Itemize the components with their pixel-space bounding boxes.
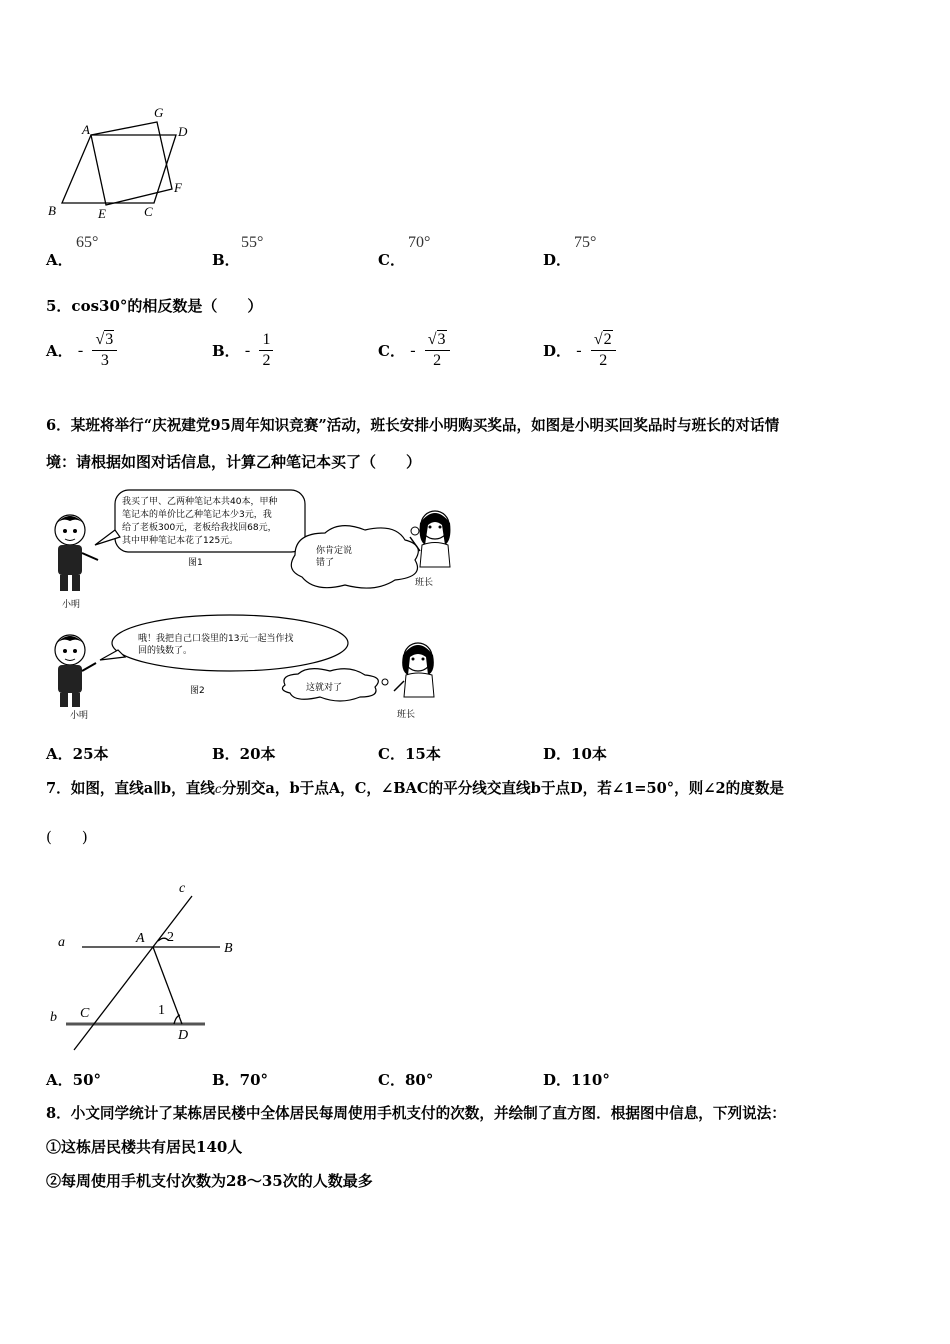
q7-stem: 7．如图，直线a∥b，直线c分别交a，b于点A，C，∠BAC的平分线交直线b于点D，若∠1=50°，则∠2的度数是 xyxy=(46,780,785,797)
parallel-lines-figure xyxy=(40,878,250,1058)
q6-option-d[interactable]: D．10本 xyxy=(543,745,607,763)
q7-answer-paren: ( ) xyxy=(46,828,88,846)
fig2-bubble-line1: 哦！我把自己口袋里的13元一起当作找 xyxy=(138,634,294,644)
fig1-caption: 图1 xyxy=(188,558,203,568)
label-b-line: b xyxy=(50,1010,57,1025)
q5-option-a[interactable]: A． - $\frac{√3}{3}$ xyxy=(46,330,117,371)
q7-option-c[interactable]: C．80° xyxy=(378,1071,434,1089)
q6-stem-line2: 境：请根据如图对话信息，计算乙种笔记本买了（ ） xyxy=(46,453,422,471)
label-c: C xyxy=(144,204,153,219)
label-d-point: D xyxy=(178,1028,189,1043)
label-g: G xyxy=(154,105,164,120)
q6-option-a[interactable]: A．25本 xyxy=(46,745,109,763)
label-d: D xyxy=(178,124,188,139)
q5-b-fraction: $\frac{1}{2}$ xyxy=(259,330,273,371)
label-b: B xyxy=(48,203,56,218)
q5-stem: 5．cos30°的相反数是（ ） xyxy=(46,297,263,315)
label-a: A xyxy=(82,122,90,137)
fig2-bubble-line2: 回的钱数了。 xyxy=(138,646,193,656)
fig1-bubble-line4: 其中甲种笔记本花了125元。 xyxy=(122,536,239,546)
q8-stem: 8．小文同学统计了某栋居民楼中全体居民每周使用手机支付的次数，并绘制了直方图．根据图中信息，下列说法： xyxy=(46,1105,786,1122)
q6-option-c[interactable]: C．15本 xyxy=(378,745,441,763)
fig1-bubble-line3: 给了老板300元，老板给我找回68元， xyxy=(122,523,277,533)
q5-option-c[interactable]: C． - $\frac{√3}{2}$ xyxy=(378,330,450,371)
q4-option-d[interactable]: D． xyxy=(543,251,572,269)
label-e: E xyxy=(98,206,106,221)
fig1-boy xyxy=(55,515,98,591)
q4-option-a[interactable]: A． xyxy=(46,251,73,269)
q7-option-b[interactable]: B．70° xyxy=(212,1071,269,1089)
q5-option-b[interactable]: B． - $\frac{1}{2}$ xyxy=(212,330,273,371)
label-c-line: c xyxy=(179,881,186,896)
q8-statement-1: ①这栋居民楼共有居民140人 xyxy=(46,1138,243,1156)
line-c xyxy=(74,896,192,1050)
q8-statement-2: ②每周使用手机支付次数为28～35次的人数最多 xyxy=(46,1172,373,1190)
fig2-boy-name: 小明 xyxy=(70,711,89,721)
fig1-bubble-line2: 笔记本的单价比乙种笔记本少3元，我 xyxy=(122,510,272,520)
fig1-reply-line1: 你肯定说 xyxy=(316,546,353,556)
fig1-girl-name: 班长 xyxy=(415,578,434,588)
q4-option-c-value: 70° xyxy=(408,234,431,251)
q7-option-d[interactable]: D．110° xyxy=(543,1071,610,1089)
fig1-thought-cloud xyxy=(291,526,418,588)
q5-a-fraction: $\frac{√3}{3}$ xyxy=(92,330,117,371)
q5-d-fraction: $\frac{√2}{2}$ xyxy=(591,330,616,371)
q4-option-c[interactable]: C． xyxy=(378,251,405,269)
label-f: F xyxy=(174,180,182,195)
label-a-point: A xyxy=(136,931,145,946)
q6-option-b[interactable]: B．20本 xyxy=(212,745,276,763)
fig2-reply: 这就对了 xyxy=(306,683,343,693)
fig2-boy xyxy=(55,635,96,707)
label-b-point: B xyxy=(224,941,233,956)
fig2-girl-name: 班长 xyxy=(397,710,416,720)
label-angle-1: 1 xyxy=(158,1003,165,1018)
q5-option-d[interactable]: D． - $\frac{√2}{2}$ xyxy=(543,330,616,371)
fig2-girl xyxy=(394,643,434,697)
q4-option-d-value: 75° xyxy=(574,234,597,251)
fig1-boy-name: 小明 xyxy=(62,600,81,610)
parallelogram-figure xyxy=(40,100,200,225)
dialogue-figure xyxy=(40,485,470,725)
q4-option-a-value: 65° xyxy=(76,234,99,251)
label-c-point: C xyxy=(80,1006,90,1021)
q7-option-a[interactable]: A．50° xyxy=(46,1071,102,1089)
q4-option-b-value: 55° xyxy=(241,234,264,251)
q5-c-fraction: $\frac{√3}{2}$ xyxy=(425,330,450,371)
label-angle-2: 2 xyxy=(167,930,174,945)
fig1-bubble-line1: 我买了甲、乙两种笔记本共40本，甲种 xyxy=(122,497,278,507)
q4-option-b[interactable]: B． xyxy=(212,251,240,269)
fig1-reply-line2: 错了 xyxy=(316,558,335,568)
label-a-line: a xyxy=(58,935,65,950)
q6-stem-line1: 6．某班将举行“庆祝建党95周年知识竞赛”活动，班长安排小明购买奖品，如图是小明买回奖品时与班长的对话情 xyxy=(46,417,780,434)
fig2-caption: 图2 xyxy=(190,686,205,696)
